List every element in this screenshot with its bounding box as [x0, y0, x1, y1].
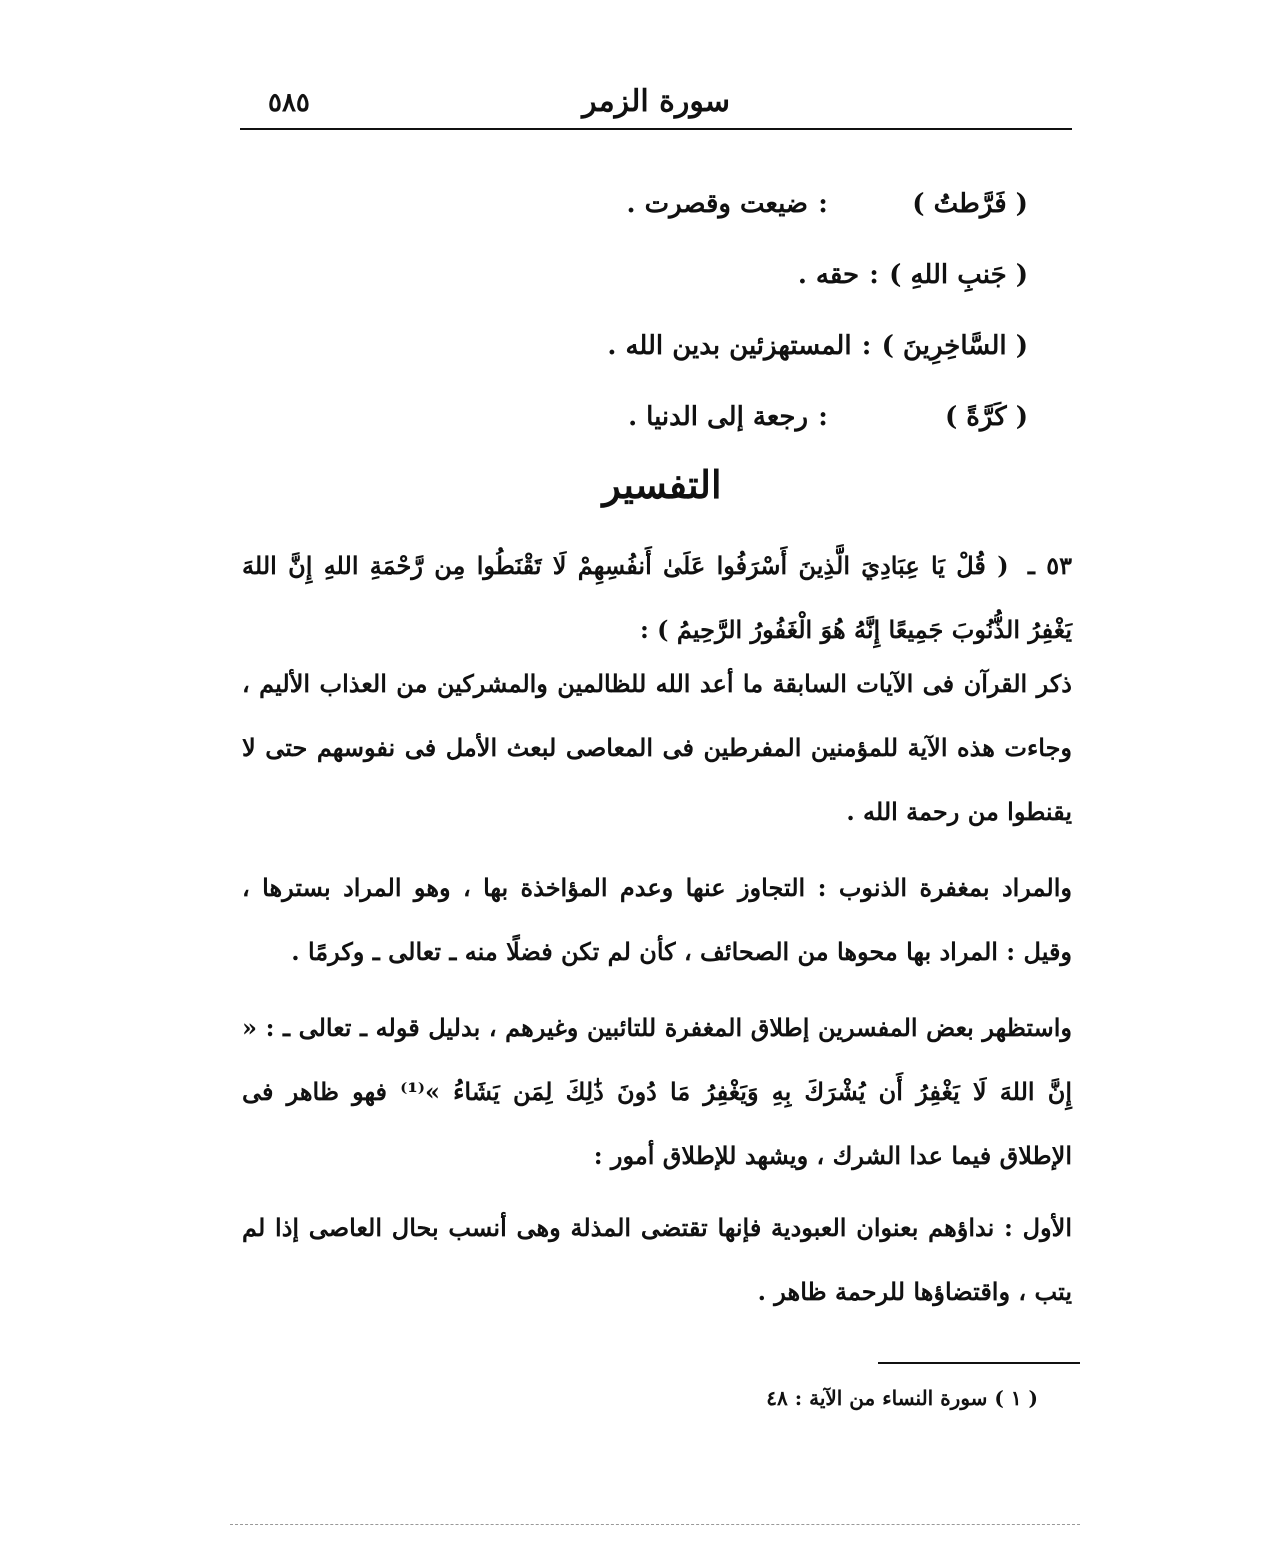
verse-text: ( قُلْ يَا عِبَادِيَ الَّذِينَ أَسْرَفُوا عَلَىٰ أَنفُسِهِمْ لَا تَقْنَطُوا مِن رَّحْمَةِ اللهِ إِنَّ اللهَ يَغْفِرُ الذُّنُوبَ جَمِيعًا إِنَّهُ هُوَ الْغَفُورُ الرَّحِيمُ ) :: [242, 551, 1072, 644]
glossary-term: ( فَرَّطتُ ): [912, 188, 1028, 219]
glossary-colon: :: [818, 188, 828, 219]
glossary-colon: :: [861, 330, 872, 361]
glossary-meaning: رجعة إلى الدنيا .: [628, 401, 808, 432]
glossary-term: ( جَنبِ اللهِ ): [889, 259, 1028, 290]
glossary-meaning: حقه .: [797, 259, 860, 290]
glossary-meaning: المستهزئين بدين الله .: [607, 330, 852, 361]
glossary-term: ( السَّاخِرِينَ ): [881, 330, 1028, 361]
surah-title: سورة الزمر: [582, 84, 730, 119]
vocabulary-glossary: [428, 168, 1028, 452]
paragraph: واستظهر بعض المفسرين إطلاق المغفرة للتائبين وغيرهم ، بدليل قوله ـ تعالى ـ : « إِنَّ اللهَ لَا يَغْفِرُ أَن يُشْرَكَ بِهِ وَيَغْفِرُ مَا دُونَ ذَٰلِكَ لِمَن يَشَاءُ »⁽¹⁾ فهو ظاهر فى الإطلاق فيما عدا الشرك ، ويشهد للإطلاق أمور :: [242, 1013, 1072, 1170]
section-heading: التفسير: [602, 462, 722, 507]
glossary-colon: :: [818, 401, 828, 432]
paragraph: الأول : نداؤهم بعنوان العبودية فإنها تقتضى المذلة وهى أنسب بحال العاصى إذا لم يتب ، واقتضاؤها للرحمة ظاهر .: [242, 1213, 1073, 1306]
glossary-term: ( كَرَّةً ): [944, 401, 1028, 432]
glossary-entry: [428, 381, 1028, 452]
page-number: ٥٨٥: [268, 88, 310, 118]
glossary-meaning: ضيعت وقصرت .: [626, 188, 808, 219]
footnote-divider: [878, 1362, 1080, 1364]
paragraph: والمراد بمغفرة الذنوب : التجاوز عنها وعدم المؤاخذة بها ، وهو المراد بسترها ، وقيل : المراد بها محوها من الصحائف ، كأن لم تكن فضلًا منه ـ تعالى ـ وكرمًا .: [242, 873, 1072, 966]
page-header: [240, 78, 1072, 130]
paragraph: ذكر القرآن فى الآيات السابقة ما أعد الله للظالمين والمشركين من العذاب الأليم ، وجاءت هذه الآية للمؤمنين المفرطين فى المعاصى لبعث الأمل فى نفوسهم حتى لا يقنطوا من رحمة الله .: [242, 669, 1072, 826]
glossary-entry: [428, 168, 1028, 239]
glossary-entry: [428, 310, 1028, 381]
glossary-colon: :: [869, 259, 879, 290]
verse-block: [242, 534, 1072, 662]
page-bottom-edge: [230, 1524, 1080, 1525]
verse-number: ٥٣ ـ: [1027, 551, 1072, 580]
glossary-entry: [428, 239, 1028, 310]
footnote: ( ١ ) سورة النساء من الآية : ٤٨: [766, 1386, 1038, 1410]
